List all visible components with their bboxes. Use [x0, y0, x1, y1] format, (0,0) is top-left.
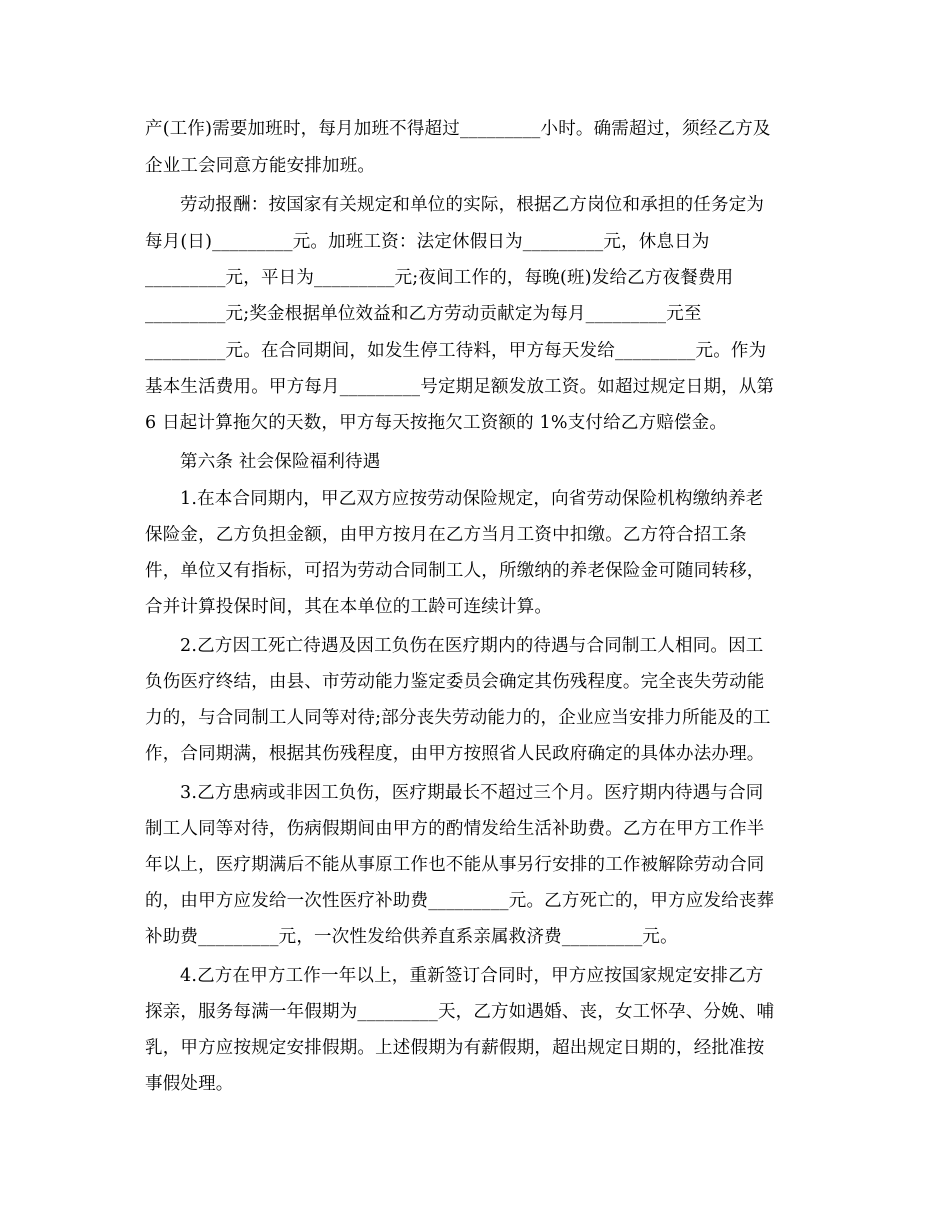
text-line: 产(工作)需要加班时，每月加班不得超过_________小时。确需超过，须经乙方及	[145, 119, 771, 139]
text-line: 企业工会同意方能安排加班。	[145, 156, 376, 176]
text-line: 作，合同期满，根据其伤残程度，由甲方按照省人民政府确定的具体办法办理。	[145, 744, 765, 764]
section-heading: 第六条 社会保险福利待遇	[180, 452, 381, 472]
text-line: 4.乙方在甲方工作一年以上，重新签订合同时，甲方应按国家规定安排乙方	[180, 966, 764, 986]
text-line: 制工人同等对待，伤病假期间由甲方的酌情发给生活补助费。乙方在甲方工作半	[145, 819, 765, 839]
text-line: 力的，与合同制工人同等对待;部分丧失劳动能力的，企业应当安排力所能及的工	[145, 708, 771, 728]
text-line: 保险金，乙方负担金额，由甲方按月在乙方当月工资中扣缴。乙方符合招工条	[145, 525, 747, 545]
text-line: 每月(日)_________元。加班工资：法定休假日为_________元，休息日为	[145, 232, 710, 252]
text-line: 1.在本合同期内，甲乙双方应按劳动保险规定，向省劳动保险机构缴纳养老	[180, 489, 764, 509]
text-line: 探亲，服务每满一年假期为_________天，乙方如遇婚、丧，女工怀孕、分娩、哺	[145, 1002, 775, 1022]
text-line: 件，单位又有指标，可招为劳动合同制工人，所缴纳的养老保险金可随同转移，	[145, 561, 765, 581]
text-line: 的，由甲方应发给一次性医疗补助费_________元。乙方死亡的，甲方应发给丧葬	[145, 891, 775, 911]
text-line: 负伤医疗终结，由县、市劳动能力鉴定委员会确定其伤残程度。完全丧失劳动能	[145, 672, 765, 692]
text-line: _________元。在合同期间，如发生停工待料，甲方每天发给_________元。作为	[145, 341, 767, 361]
text-line: 年以上，医疗期满后不能从事原工作也不能从事另行安排的工作被解除劳动合同	[145, 855, 765, 875]
text-line: 事假处理。	[145, 1074, 234, 1094]
text-line: 基本生活费用。甲方每月_________号定期足额发放工资。如超过规定日期，从第	[145, 377, 775, 397]
text-line: 3.乙方患病或非因工负伤，医疗期最长不超过三个月。医疗期内待遇与合同	[180, 783, 764, 803]
text-line: 劳动报酬：按国家有关规定和单位的实际，根据乙方岗位和承担的任务定为	[180, 195, 765, 215]
text-line: 6 日起计算拖欠的天数，甲方每天按拖欠工资额的 1%支付给乙方赔偿金。	[145, 413, 728, 433]
text-line: 合并计算投保时间，其在本单位的工龄可连续计算。	[145, 597, 553, 617]
text-line: 乳，甲方应按规定安排假期。上述假期为有薪假期，超出规定日期的，经批准按	[145, 1038, 765, 1058]
text-line: _________元，平日为_________元;夜间工作的，每晚(班)发给乙方夜餐费用	[145, 268, 734, 288]
text-line: _________元;奖金根据单位效益和乙方劳动贡献定为每月_________元至	[145, 304, 702, 324]
text-line: 2.乙方因工死亡待遇及因工负伤在医疗期内的待遇与合同制工人相同。因工	[180, 636, 764, 656]
text-line: 补助费_________元，一次性发给供养直系亲属救济费_________元。	[145, 927, 678, 947]
